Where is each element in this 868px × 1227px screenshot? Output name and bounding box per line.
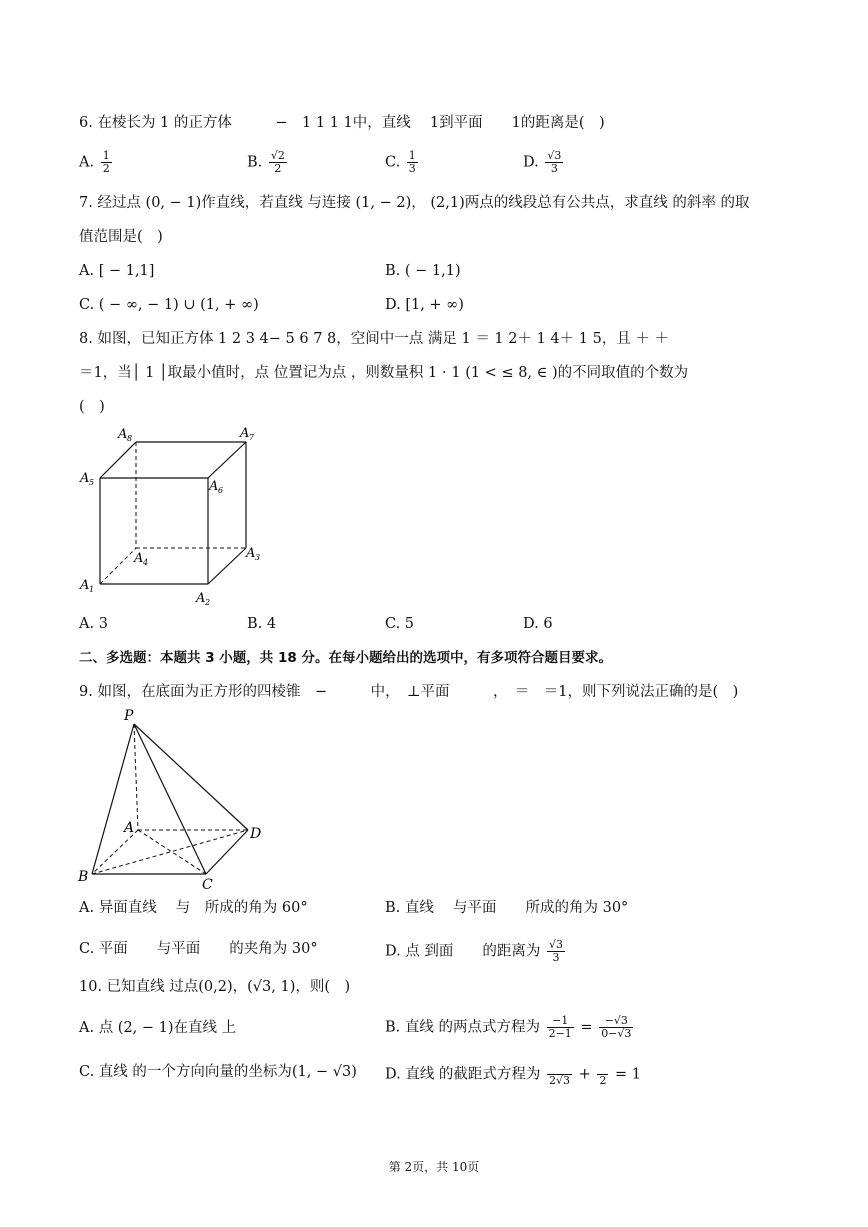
q7-option-c: C. ( − ∞, − 1) ∪ (1, + ∞) <box>79 297 259 313</box>
q8-stem-line1: 8. 如图，已知正方体 1 2 3 4− 5 6 7 8，空间中一点 满足 1 ＝ 1 2＋ 1 4＋ 1 5，且 ＋ ＋ <box>79 331 670 347</box>
edge-pd <box>134 724 248 830</box>
label-a: A <box>124 820 135 836</box>
label-a6: A <box>209 479 219 494</box>
q6-stem: 6. 在棱长为 1 的正方体 − 1 1 1 1中，直线 1到平面 1的距离是( ) <box>79 115 605 131</box>
label-a3: A <box>246 546 256 561</box>
q10-option-d-fraction-1: 2√3 <box>547 1062 572 1087</box>
q8-option-d: D. 6 <box>523 616 553 632</box>
label-a7: A <box>240 426 250 441</box>
label-a8-sub: 8 <box>127 434 133 443</box>
q10-option-d-plus: + <box>578 1066 591 1083</box>
q10-option-d-rhs: = 1 <box>615 1066 642 1083</box>
q6-option-c-label: C. <box>385 154 401 171</box>
label-a6-sub: 6 <box>218 486 224 495</box>
q10-option-d-fraction-2: 2 <box>597 1062 608 1087</box>
q10-option-d-text: D. 直线 的截距式方程为 <box>385 1066 541 1083</box>
label-a8: A <box>118 427 128 442</box>
label-a5: A <box>80 471 90 486</box>
q6-option-b <box>247 150 289 175</box>
cube-edge-a2a3 <box>208 548 246 584</box>
q10-option-b-fraction-2: $\frac{-√3}{0-√3}$ <box>601 1014 632 1040</box>
label-a2-sub: 2 <box>205 598 211 607</box>
label-c: C <box>202 877 213 893</box>
q9-option-d <box>385 939 567 964</box>
section2-title: 二、多选题：本题共 3 小题，共 18 分。在每小题给出的选项中，有多项符合题目要求。 <box>79 650 612 666</box>
q10-option-d <box>385 1062 641 1087</box>
q9-option-c: C. 平面 与平面 的夹角为 30° <box>79 941 318 957</box>
label-a5-sub: 5 <box>89 478 95 487</box>
q6-option-b-label: B. <box>247 154 263 171</box>
q6-option-d <box>523 150 565 175</box>
q7-option-d: D. [1, + ∞) <box>385 297 464 313</box>
label-a7-sub: 7 <box>249 433 255 442</box>
q10-option-a: A. 点 (2, − 1)在直线 上 <box>79 1020 237 1036</box>
q9-option-a: A. 异面直线 与 所成的角为 60° <box>79 900 308 916</box>
label-a3-sub: 3 <box>255 553 261 562</box>
q8-option-c: C. 5 <box>385 616 415 632</box>
label-a1-sub: 1 <box>89 585 95 594</box>
q6-option-d-label: D. <box>523 154 539 171</box>
cube-edge-a5a8 <box>100 442 136 478</box>
edge-pa-hidden <box>134 724 138 830</box>
q8-option-a: A. 3 <box>79 616 108 632</box>
q9-stem: 9. 如图，在底面为正方形的四棱锥 − 中， ⊥平面 ， ＝ ＝1，则下列说法正确的是( ) <box>79 684 739 700</box>
edge-pb <box>92 724 134 874</box>
cube-edge-a1a4-hidden <box>100 548 136 584</box>
q9-option-d-text: D. 点 到面 的距离为 <box>385 943 541 960</box>
q7-option-a: A. [ − 1,1] <box>79 263 155 279</box>
label-p: P <box>124 708 134 724</box>
q7-stem-line1: 7. 经过点 (0, − 1)作直线，若直线 与连接 (1, − 2)， (2,1)两点的线段总有公共点，求直线 的斜率 的取 <box>79 195 750 211</box>
q10-option-b-text: B. 直线 的两点式方程为 <box>385 1019 540 1036</box>
cube-edge-a6a7 <box>208 442 246 478</box>
page-footer: 第 2页，共 10页 <box>388 1160 480 1174</box>
q9-option-d-fraction: $\frac{√3}{3}$ <box>549 938 564 964</box>
q10-option-c: C. 直线 的一个方向向量的坐标为(1, − √3) <box>79 1064 357 1080</box>
label-d: D <box>250 826 262 842</box>
q8-cube-figure <box>76 422 276 612</box>
q9-pyramid-figure <box>76 704 276 894</box>
label-a4-sub: 4 <box>143 558 149 567</box>
label-a2: A <box>196 591 206 606</box>
edge-cd <box>206 830 248 874</box>
q6-option-a <box>79 150 114 175</box>
q6-option-d-fraction: $\frac{√3}{3}$ <box>547 149 562 175</box>
label-b: B <box>78 869 89 885</box>
q10-option-b <box>385 1015 635 1040</box>
q9-option-b: B. 直线 与平面 所成的角为 30° <box>385 900 629 916</box>
q7-option-b: B. ( − 1,1) <box>385 263 461 279</box>
q10-option-b-equals: = <box>580 1019 593 1036</box>
q10-option-b-fraction-1: $\frac{-1}{2-1}$ <box>548 1014 572 1040</box>
q6-option-b-fraction: $\frac{√2}{2}$ <box>270 149 285 175</box>
q8-stem-line3: ( ) <box>79 399 105 415</box>
q6-option-c <box>385 150 420 175</box>
q8-option-b: B. 4 <box>247 616 277 632</box>
q6-option-a-fraction: $\frac{1}{2}$ <box>102 149 110 175</box>
q8-stem-line2: ＝1，当│ 1 │取最小值时，点 位置记为点 ，则数量积 1 ⋅ 1 (1 < ≤ 8, ∈ )的不同取值的个数为 <box>79 365 689 381</box>
q7-stem-line2: 值范围是( ) <box>79 229 163 245</box>
edge-pc <box>134 724 206 874</box>
label-a1: A <box>80 578 90 593</box>
q6-option-a-label: A. <box>79 154 95 171</box>
q10-stem: 10. 已知直线 过点(0,2)，(√3, 1)，则( ) <box>79 979 351 995</box>
label-a4: A <box>134 551 144 566</box>
q6-option-c-fraction: $\frac{1}{3}$ <box>408 149 416 175</box>
